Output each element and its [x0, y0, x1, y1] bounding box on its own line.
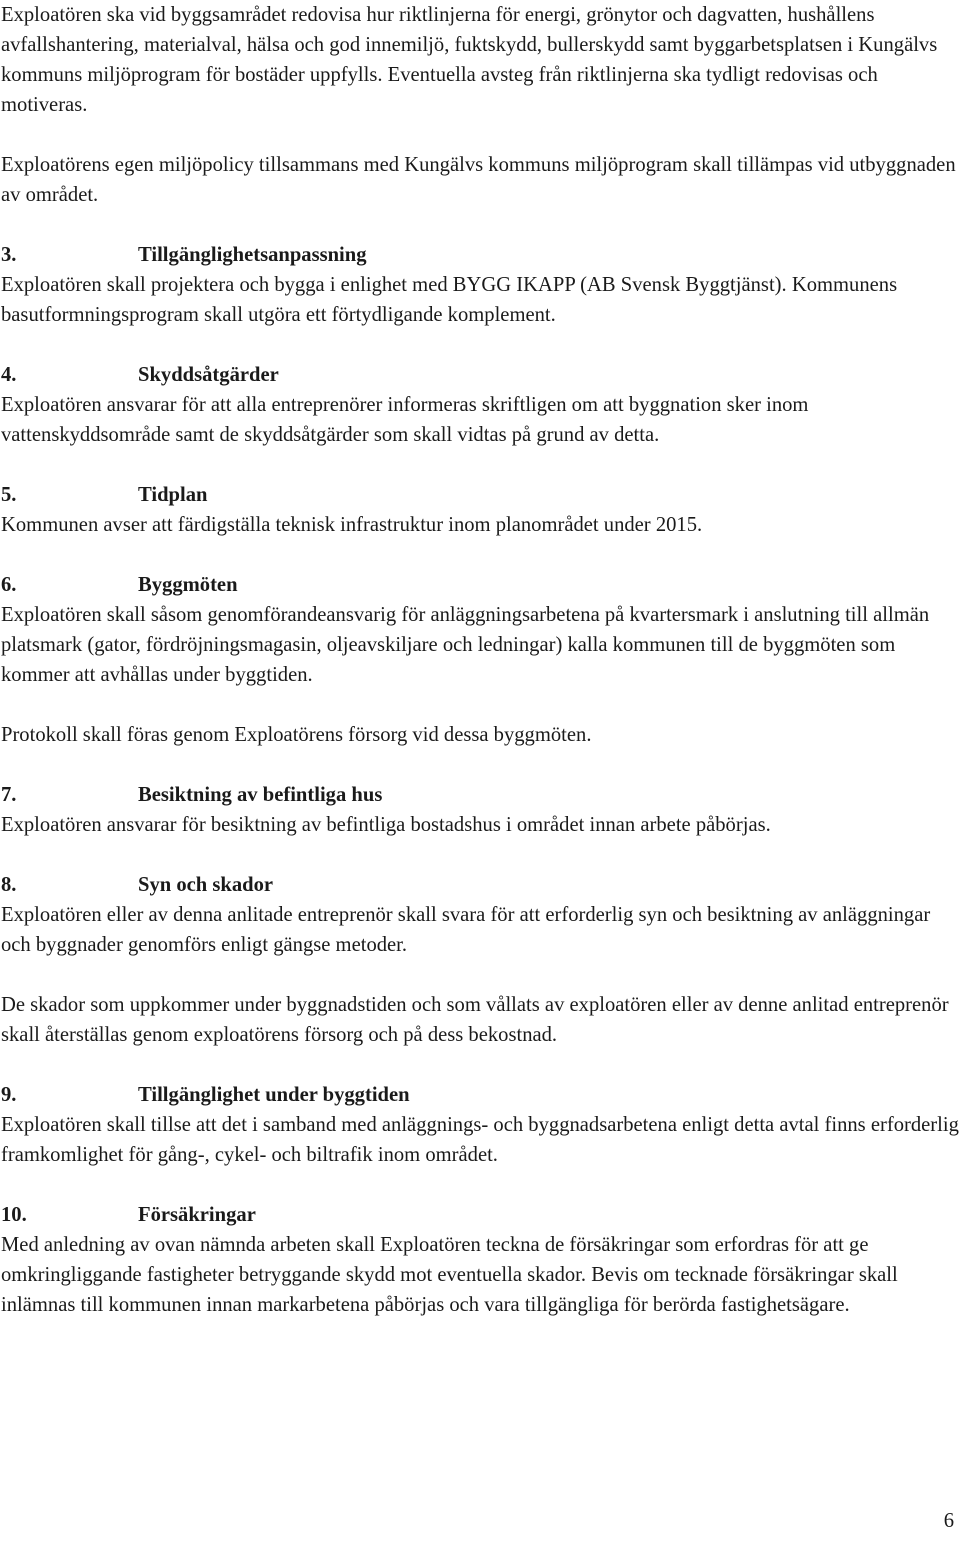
- section-paragraph: Protokoll skall föras genom Exploatörens försorg vid dessa byggmöten.: [1, 724, 592, 746]
- section-5: [1, 480, 959, 540]
- section-paragraph: Exploatören skall såsom genomförandeansvarig för anläggningsarbetena på kvartersmark i anslutning till allmän platsmark (gator, fördröjningsmagasin, oljeavskiljare och ledningar) kalla kommunen till de byggmöten som kommer att avhållas under byggtiden.: [1, 604, 930, 686]
- section-title: Tidplan: [138, 484, 208, 506]
- section-paragraph: Exploatören skall tillse att det i samband med anläggnings- och byggnadsarbetena enligt detta avtal finns erforderlig framkomlighet för gång-, cykel- och biltrafik inom området.: [1, 1114, 959, 1166]
- section-paragraph: Kommunen avser att färdigställa teknisk infrastruktur inom planområdet under 2015.: [1, 514, 703, 536]
- section-paragraph: Exploatören ansvarar för besiktning av befintliga bostadshus i området innan arbete påbörjas.: [1, 814, 771, 836]
- intro-paragraph-2: Exploatörens egen miljöpolicy tillsammans med Kungälvs kommuns miljöprogram skall tillämpas vid utbyggnaden av området.: [1, 154, 956, 206]
- section-heading: [1, 570, 959, 600]
- section-7: [1, 780, 959, 840]
- section-paragraph: Exploatören eller av denna anlitade entreprenör skall svara för att erforderlig syn och besiktning av anläggningar och byggnader genomförs enligt gängse metoder.: [1, 904, 931, 956]
- section-heading: [1, 1080, 959, 1110]
- section-paragraph: Exploatören ansvarar för att alla entreprenörer informeras skriftligen om att byggnation sker inom vattenskyddsområde samt de skyddsåtgärder som skall vidtas på grund av detta.: [1, 394, 809, 446]
- section-title: Besiktning av befintliga hus: [138, 784, 383, 806]
- section-6: [1, 570, 959, 750]
- section-9: [1, 1080, 959, 1170]
- section-number: 5.: [1, 484, 17, 506]
- section-heading: [1, 870, 959, 900]
- section-heading: [1, 780, 959, 810]
- section-heading: [1, 1200, 959, 1230]
- section-number: 7.: [1, 784, 17, 806]
- section-number: 3.: [1, 244, 17, 266]
- section-number: 4.: [1, 364, 17, 386]
- section-title: Byggmöten: [138, 574, 238, 596]
- section-title: Försäkringar: [138, 1204, 256, 1226]
- section-heading: [1, 480, 959, 510]
- section-paragraph: Med anledning av ovan nämnda arbeten skall Exploatören teckna de försäkringar som erfordras för att ge omkringliggande fastigheter betryggande skydd mot eventuella skador. Bevis om tecknade försäkringar skall inlämnas till kommunen innan markarbetena påbörjas och vara tillgängliga för berörda fastighetsägare.: [1, 1234, 898, 1316]
- section-title: Skyddsåtgärder: [138, 364, 279, 386]
- section-4: [1, 360, 959, 450]
- section-heading: [1, 240, 959, 270]
- section-3: [1, 240, 959, 330]
- section-number: 10.: [1, 1204, 27, 1226]
- section-number: 9.: [1, 1084, 17, 1106]
- section-title: Tillgänglighetsanpassning: [138, 244, 367, 266]
- section-heading: [1, 360, 959, 390]
- section-8: [1, 870, 959, 1050]
- section-paragraph: Exploatören skall projektera och bygga i enlighet med BYGG IKAPP (AB Svensk Byggtjänst). Kommunens basutformningsprogram skall utgöra ett förtydligande komplement.: [1, 274, 898, 326]
- section-number: 8.: [1, 874, 17, 896]
- intro-paragraph-1: Exploatören ska vid byggsamrådet redovisa hur riktlinjerna för energi, grönytor och dagvatten, hushållens avfallshantering, materialval, hälsa och god innemiljö, fuktskydd, bullerskydd samt byggarbetsplatsen i Kungälvs kommuns miljöprogram för bostäder uppfylls. Eventuella avsteg från riktlinjerna ska tydligt redovisas och motiveras.: [1, 4, 938, 116]
- section-title: Tillgänglighet under byggtiden: [138, 1084, 410, 1106]
- section-paragraph: De skador som uppkommer under byggnadstiden och som vållats av exploatören eller av denne anlitad entreprenör skall återställas genom exploatörens försorg och på dess bekostnad.: [1, 994, 949, 1046]
- page-number: 6: [943, 1510, 954, 1532]
- section-number: 6.: [1, 574, 17, 596]
- section-title: Syn och skador: [138, 874, 274, 896]
- section-10: [1, 1200, 959, 1320]
